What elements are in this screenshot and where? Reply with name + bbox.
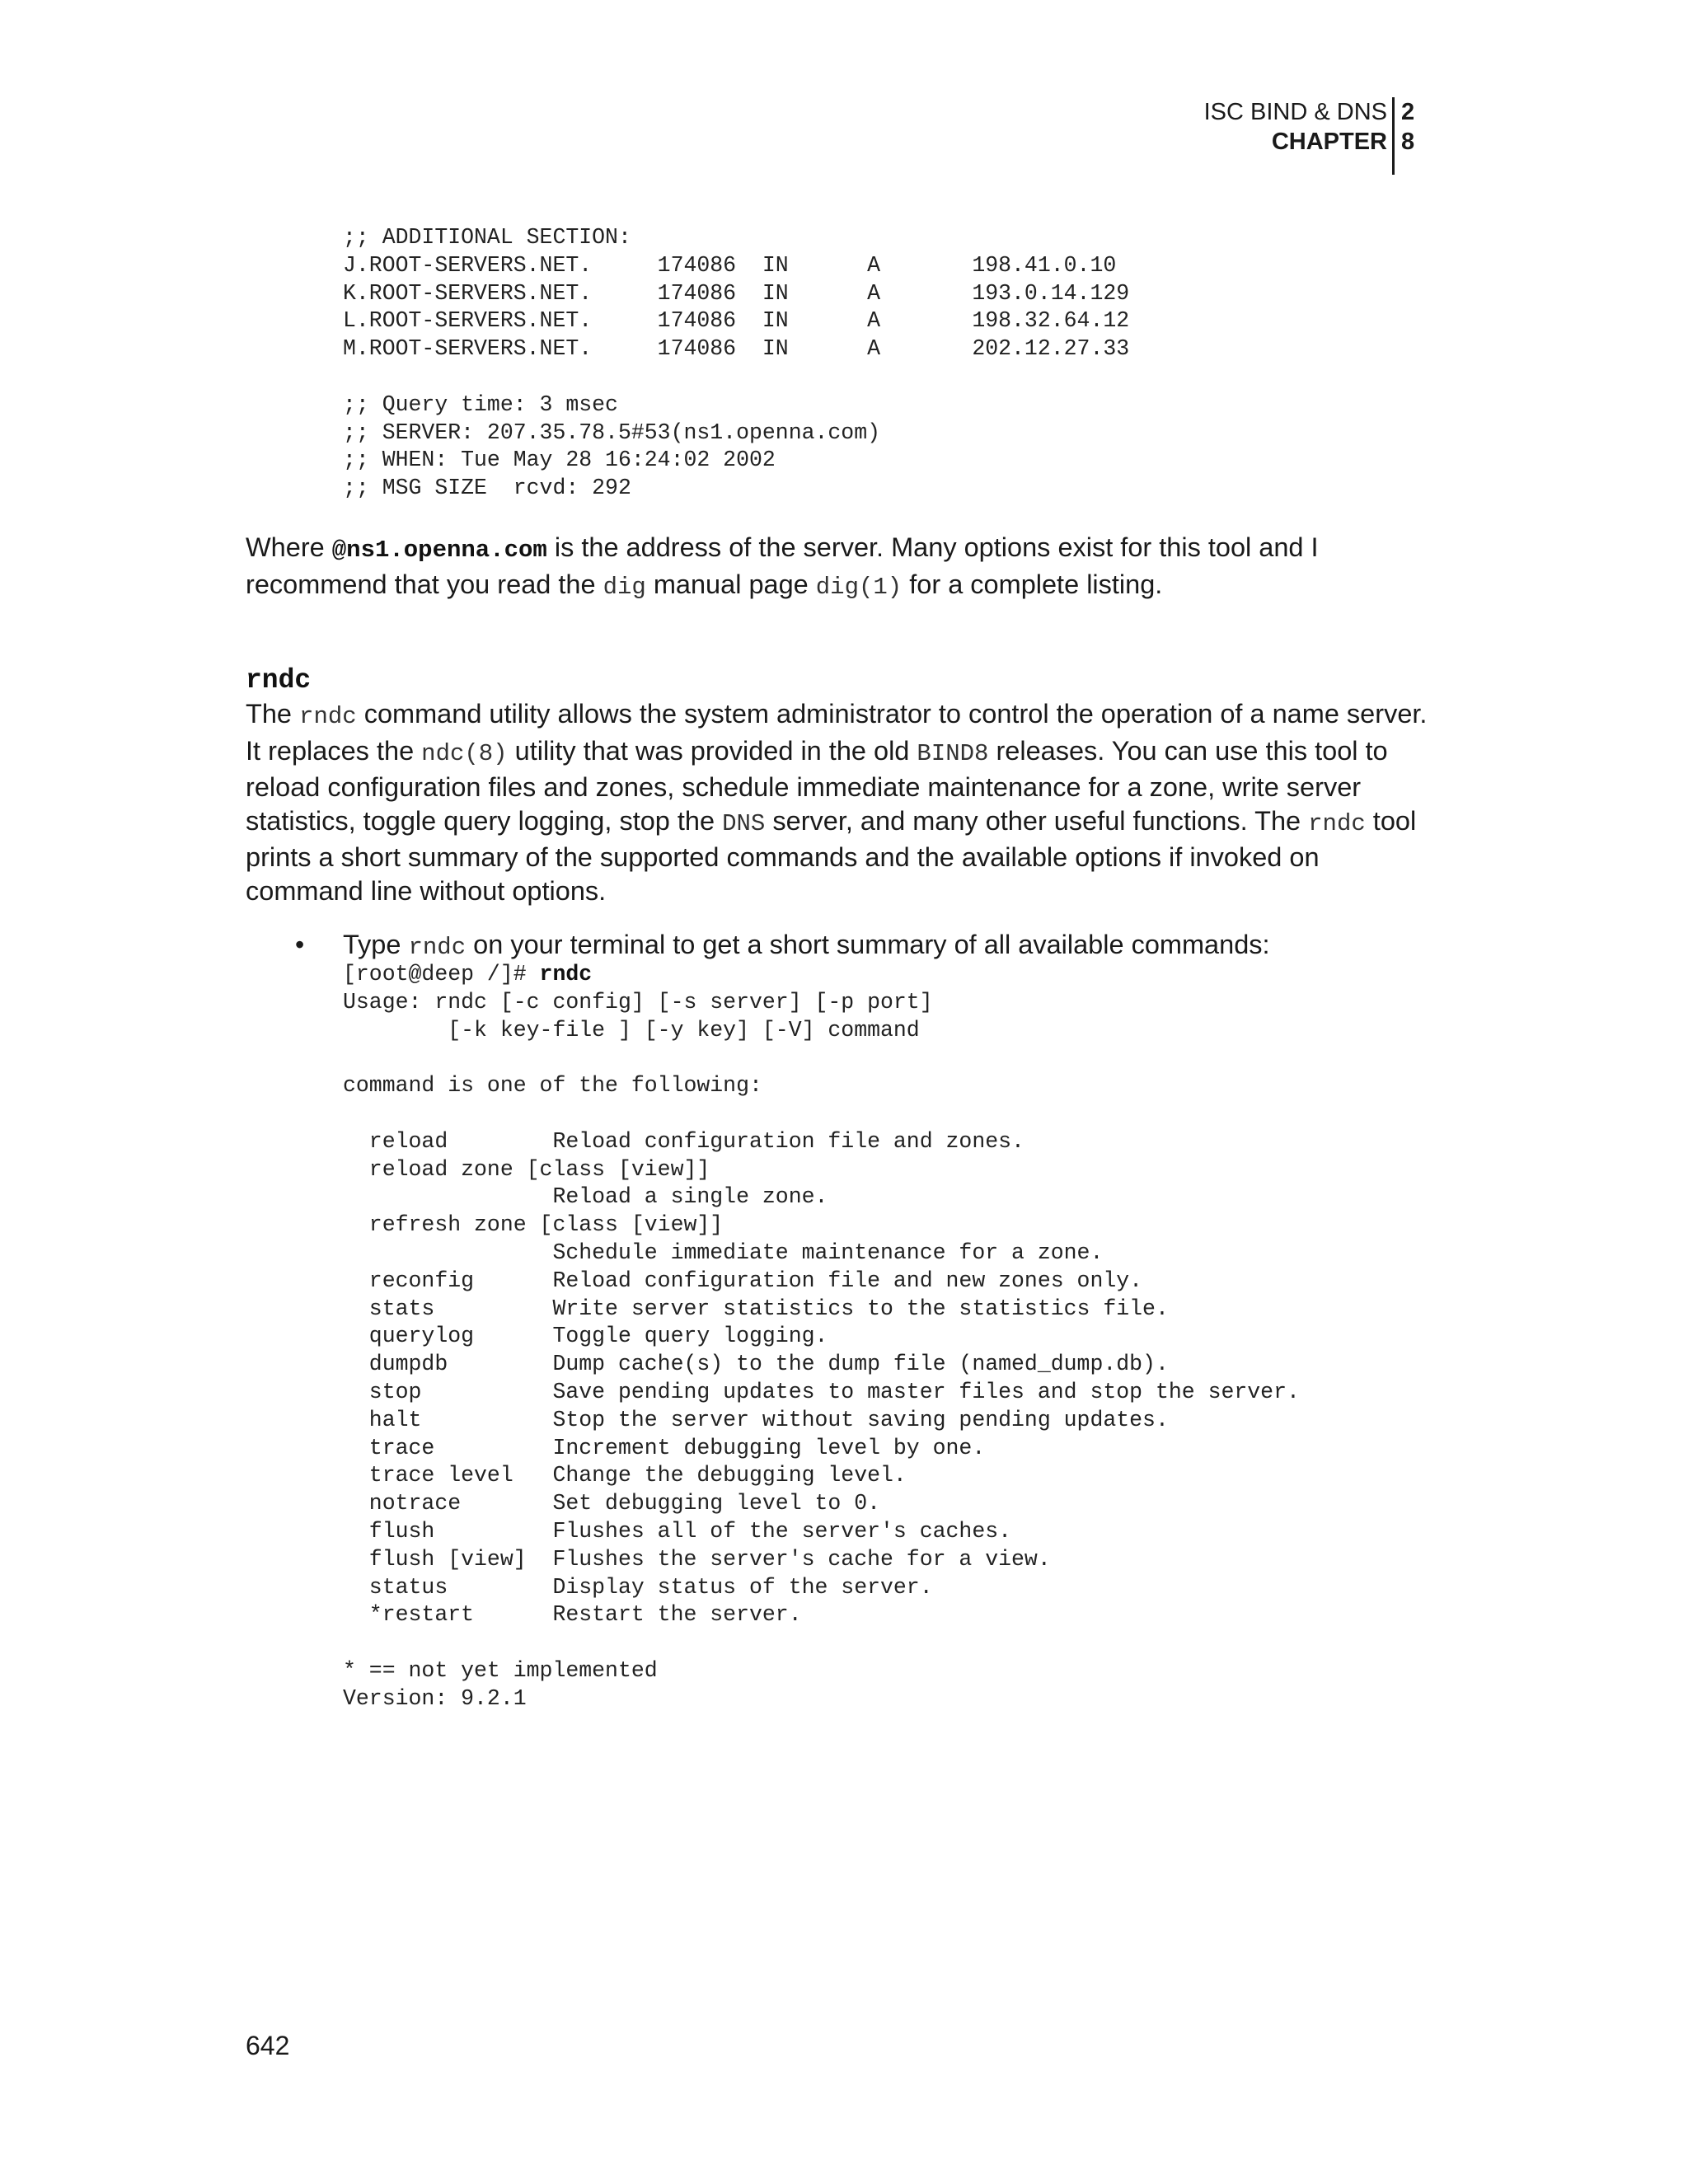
rndc-output-line: * == not yet implemented — [343, 1657, 658, 1683]
header-rule-lower — [1392, 127, 1395, 175]
additional-section-heading: ;; ADDITIONAL SECTION: — [343, 225, 631, 250]
rndc-output-line: notrace Set debugging level to 0. — [343, 1491, 881, 1516]
where-text-1: Where — [246, 532, 332, 562]
header-chapter-label: CHAPTER — [1271, 129, 1387, 155]
dig-server: ;; SERVER: 207.35.78.5#53(ns1.openna.com) — [343, 419, 881, 445]
where-text-2: is the address of the server. Many options exist for this tool and I recommend that you read the — [246, 532, 1319, 599]
bullet-icon: • — [295, 930, 305, 959]
rndc-output-line: refresh zone [class [view]] — [343, 1212, 724, 1238]
rndc-usage-lines — [343, 990, 1300, 1711]
rndc-output-line: Usage: rndc [-c config] [-s server] [-p port] — [343, 989, 933, 1015]
dig-record-m: M.ROOT-SERVERS.NET. 174086 IN A 202.12.27.33 — [343, 336, 1130, 362]
rndc-text-5: server, and many other useful functions. The — [765, 805, 1309, 836]
bullet-text-1: Type — [343, 930, 409, 959]
shell-prompt: [root@deep /]# — [343, 962, 540, 987]
rndc-section-heading: rndc — [246, 665, 312, 696]
rndc-code-2: rndc — [1308, 809, 1366, 837]
dig-record-l: L.ROOT-SERVERS.NET. 174086 IN A 198.32.64.12 — [343, 308, 1130, 334]
rndc-output-line: reload zone [class [view]] — [343, 1156, 710, 1182]
dig-output-block — [343, 224, 1129, 503]
rndc-output-line: trace level Change the debugging level. — [343, 1463, 907, 1488]
bullet-rndc-code: rndc — [408, 934, 467, 961]
bullet-instruction — [343, 928, 1270, 964]
dig-man-code: dig(1) — [815, 573, 903, 601]
server-host-code: @ns1.openna.com — [331, 537, 547, 564]
rndc-output-line: flush [view] Flushes the server's cache for a view. — [343, 1546, 1051, 1572]
rndc-output-line: flush Flushes all of the server's caches. — [343, 1518, 1012, 1544]
header-title-number: 2 — [1401, 99, 1415, 125]
rndc-paragraph — [246, 697, 1432, 907]
dig-when: ;; WHEN: Tue May 28 16:24:02 2002 — [343, 448, 776, 473]
bind8-code: BIND8 — [917, 739, 989, 767]
rndc-output-line: Schedule immediate maintenance for a zone. — [343, 1240, 1104, 1265]
rndc-output-line: reconfig Reload configuration file and new zones only. — [343, 1268, 1143, 1293]
header-rule — [1392, 97, 1395, 127]
rndc-output-line: trace Increment debugging level by one. — [343, 1435, 986, 1460]
dig-query-time: ;; Query time: 3 msec — [343, 391, 618, 417]
rndc-text-4: releases. You can use this tool to reload configuration files and zones, schedule immediate maintenance for a zone, write server statistics, toggle query logging, stop the — [246, 735, 1388, 836]
running-header — [1204, 97, 1416, 157]
header-chapter-number: 8 — [1401, 129, 1415, 155]
dig-record-j: J.ROOT-SERVERS.NET. 174086 IN A 198.41.0.10 — [343, 252, 1117, 278]
dig-code: dig — [603, 573, 646, 601]
rndc-text-2: command utility allows the system administrator to control the operation of a name server. It replaces the — [246, 699, 1428, 766]
rndc-output-line: querylog Toggle query logging. — [343, 1324, 828, 1349]
rndc-output-line: reload Reload configuration file and zones. — [343, 1128, 1025, 1154]
header-title: ISC BIND & DNS — [1203, 99, 1387, 125]
rndc-text-3: utility that was provided in the old — [507, 735, 917, 766]
rndc-output-line: stop Save pending updates to master files and stop the server. — [343, 1379, 1300, 1404]
dns-code: DNS — [722, 809, 766, 837]
rndc-output-line: [-k key-file ] [-y key] [-V] command — [343, 1017, 920, 1043]
dig-msg-size: ;; MSG SIZE rcvd: 292 — [343, 476, 631, 501]
where-text-4: for a complete listing. — [902, 569, 1163, 599]
rndc-text-1: The — [246, 699, 300, 729]
rndc-output-line: *restart Restart the server. — [343, 1602, 802, 1628]
rndc-output-line: Reload a single zone. — [343, 1184, 828, 1210]
rndc-output-line: stats Write server statistics to the statistics file. — [343, 1296, 1169, 1321]
rndc-output-line: dumpdb Dump cache(s) to the dump file (named_dump.db). — [343, 1352, 1169, 1377]
header-title-row — [1204, 97, 1416, 127]
rndc-output-line: command is one of the following: — [343, 1073, 762, 1099]
page-number: 642 — [246, 2031, 290, 2060]
rndc-output-line: Version: 9.2.1 — [343, 1685, 527, 1711]
rndc-output-line: halt Stop the server without saving pending updates. — [343, 1407, 1169, 1432]
rndc-code-1: rndc — [299, 703, 357, 730]
rndc-output-block — [343, 961, 1300, 1713]
header-chapter-row — [1204, 127, 1416, 157]
bullet-text-2: on your terminal to get a short summary of all available commands: — [466, 930, 1270, 959]
rndc-text-6: tool prints a short summary of the supported commands and the available options if invoked on command line without options. — [246, 805, 1417, 906]
where-text-3: manual page — [645, 569, 816, 599]
rndc-output-line: status Display status of the server. — [343, 1574, 933, 1600]
shell-command: rndc — [539, 962, 593, 987]
ndc-code: ndc(8) — [421, 739, 508, 767]
where-paragraph — [246, 531, 1432, 604]
dig-record-k: K.ROOT-SERVERS.NET. 174086 IN A 193.0.14.129 — [343, 280, 1130, 306]
